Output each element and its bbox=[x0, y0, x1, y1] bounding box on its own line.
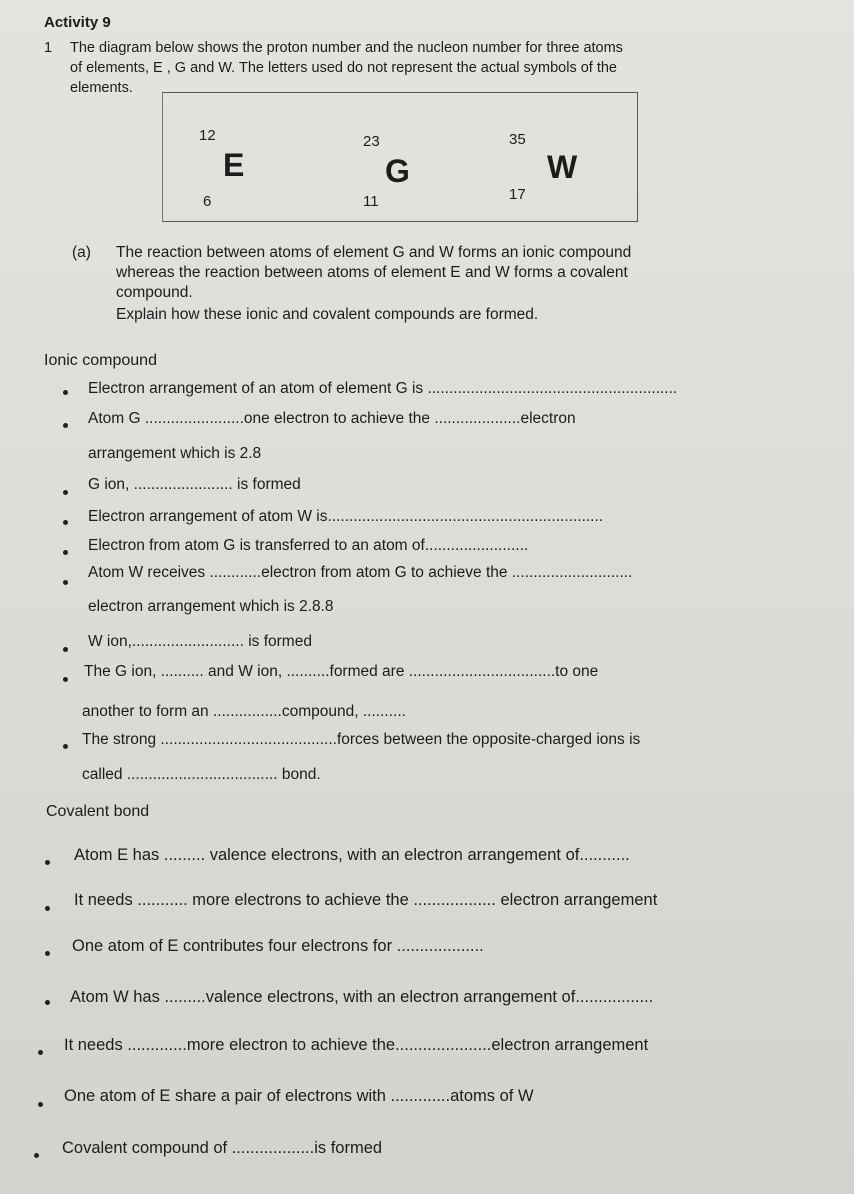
element-g-symbol: G bbox=[385, 153, 410, 189]
ionic-line-4: G ion, ....................... is formed bbox=[88, 476, 301, 493]
ionic-line-9: W ion,.......................... is formed bbox=[88, 633, 312, 650]
ionic-line-6: Electron from atom G is transferred to an atom of........................ bbox=[88, 537, 529, 554]
ionic-line-7: Atom W receives ............electron from atom G to achieve the ............................ bbox=[88, 564, 633, 581]
bullet-icon bbox=[34, 1153, 39, 1158]
covalent-line-4: Atom W has .........valence electrons, with an electron arrangement of................. bbox=[70, 988, 654, 1006]
bullet-icon bbox=[63, 390, 68, 395]
bullet-icon bbox=[45, 1000, 50, 1005]
ionic-line-11: another to form an ................compound, .......... bbox=[82, 703, 406, 720]
element-w-nucleon-number: 35 bbox=[509, 131, 526, 148]
bullet-icon bbox=[38, 1050, 43, 1055]
part-a-line-1: The reaction between atoms of element G and W forms an ionic compound bbox=[116, 244, 632, 261]
covalent-line-3: One atom of E contributes four electrons for ................... bbox=[72, 937, 484, 955]
bullet-icon bbox=[63, 744, 68, 749]
covalent-line-2: It needs ........... more electrons to achieve the .................. electron arrangement bbox=[74, 891, 658, 909]
question-line-1: The diagram below shows the proton number and the nucleon number for three atoms bbox=[70, 40, 623, 56]
bullet-icon bbox=[45, 906, 50, 911]
covalent-line-1: Atom E has ......... valence electrons, with an electron arrangement of........... bbox=[74, 846, 630, 864]
bullet-icon bbox=[63, 520, 68, 525]
part-a-label: (a) bbox=[72, 244, 91, 261]
covalent-line-5: It needs .............more electron to achieve the.....................electron arrangement bbox=[64, 1036, 649, 1054]
bullet-icon bbox=[45, 951, 50, 956]
bullet-icon bbox=[45, 860, 50, 865]
covalent-heading: Covalent bond bbox=[46, 803, 150, 820]
part-a-line-2: whereas the reaction between atoms of element E and W forms a covalent bbox=[116, 264, 628, 281]
ionic-line-8: electron arrangement which is 2.8.8 bbox=[88, 598, 334, 615]
element-w-proton-number: 17 bbox=[509, 186, 526, 203]
ionic-line-2: Atom G .......................one electron to achieve the ....................electron bbox=[88, 410, 576, 427]
element-w-symbol: W bbox=[547, 149, 578, 185]
bullet-icon bbox=[63, 423, 68, 428]
ionic-line-12: The strong .........................................forces between the opposite-charged ions is bbox=[82, 731, 641, 748]
element-e-symbol: E bbox=[223, 147, 245, 183]
bullet-icon bbox=[63, 550, 68, 555]
part-a-line-3: compound. bbox=[116, 284, 193, 301]
bullet-icon bbox=[63, 490, 68, 495]
bullet-icon bbox=[63, 580, 68, 585]
covalent-line-6: One atom of E share a pair of electrons with .............atoms of W bbox=[64, 1087, 534, 1105]
ionic-line-3: arrangement which is 2.8 bbox=[88, 445, 262, 462]
question-line-3: elements. bbox=[70, 80, 133, 96]
ionic-line-5: Electron arrangement of atom W is................................................................ bbox=[88, 508, 604, 525]
bullet-icon bbox=[63, 647, 68, 652]
element-diagram bbox=[162, 92, 638, 222]
element-g-nucleon-number: 23 bbox=[363, 133, 380, 150]
element-g-proton-number: 11 bbox=[363, 193, 379, 210]
part-a-line-4: Explain how these ionic and covalent compounds are formed. bbox=[116, 306, 539, 323]
covalent-line-7: Covalent compound of ..................is formed bbox=[62, 1139, 383, 1157]
ionic-heading: Ionic compound bbox=[44, 352, 157, 369]
ionic-line-10: The G ion, .......... and W ion, ..........formed are ..................................to one bbox=[84, 663, 599, 680]
ionic-line-1: Electron arrangement of an atom of element G is .......................................................... bbox=[88, 380, 678, 397]
activity-title: Activity 9 bbox=[44, 14, 111, 31]
question-line-2: of elements, E , G and W. The letters used do not represent the actual symbols of the bbox=[70, 60, 617, 76]
bullet-icon bbox=[38, 1102, 43, 1107]
bullet-icon bbox=[63, 677, 68, 682]
element-e-proton-number: 6 bbox=[203, 193, 212, 210]
question-number: 1 bbox=[44, 40, 53, 56]
ionic-line-13: called ................................... bond. bbox=[82, 766, 321, 783]
element-e-nucleon-number: 12 bbox=[199, 127, 216, 144]
